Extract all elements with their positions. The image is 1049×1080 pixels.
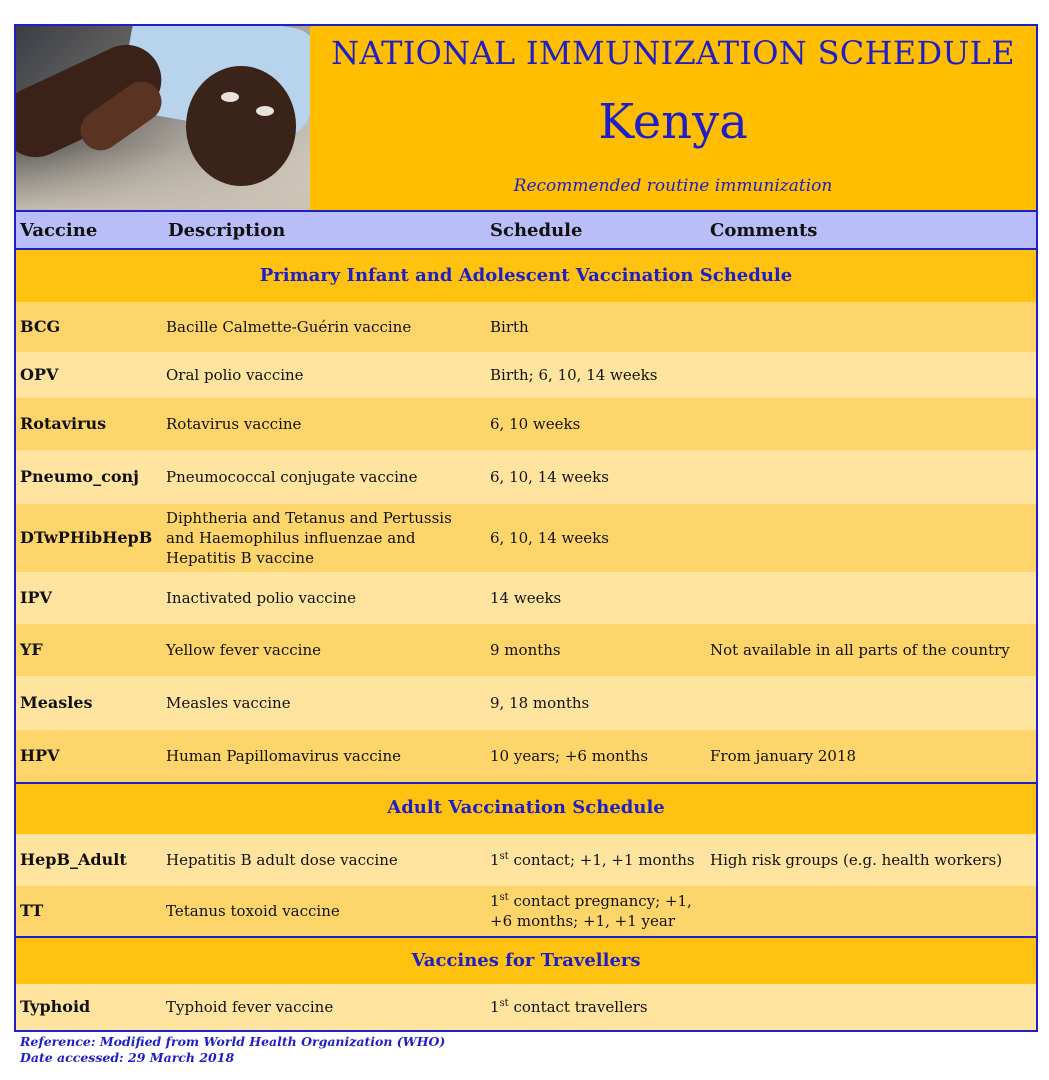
description-cell: Measles vaccine bbox=[166, 694, 291, 712]
column-header-comments: Comments bbox=[710, 220, 818, 241]
schedule-cell: 1st contact; +1, +1 months bbox=[490, 851, 695, 869]
reference-note bbox=[20, 1034, 445, 1066]
column-header-schedule: Schedule bbox=[490, 220, 583, 241]
description-cell: Hepatitis B adult dose vaccine bbox=[166, 851, 398, 869]
schedule-sheet bbox=[14, 24, 1038, 1032]
table-row bbox=[16, 676, 1036, 730]
table-row bbox=[16, 398, 1036, 450]
table-row bbox=[16, 572, 1036, 624]
schedule-cell: 9 months bbox=[490, 641, 561, 659]
description-cell: Human Papillomavirus vaccine bbox=[166, 747, 402, 765]
column-header-row bbox=[16, 210, 1036, 250]
table-row bbox=[16, 352, 1036, 398]
title-block bbox=[310, 26, 1036, 210]
table-row bbox=[16, 834, 1036, 886]
description-cell: Pneumococcal conjugate vaccine bbox=[166, 468, 418, 486]
vaccine-cell: IPV bbox=[20, 588, 52, 607]
vaccine-cell: HPV bbox=[20, 746, 60, 765]
comments-cell: Not available in all parts of the country bbox=[710, 641, 1010, 659]
vaccine-cell: Rotavirus bbox=[20, 414, 107, 433]
schedule-cell: 9, 18 months bbox=[490, 694, 590, 712]
column-header-vaccine: Vaccine bbox=[20, 220, 98, 241]
schedule-cell: 14 weeks bbox=[490, 589, 562, 607]
schedule-cell: 6, 10, 14 weeks bbox=[490, 468, 609, 486]
vaccine-cell: OPV bbox=[20, 365, 59, 384]
comments-cell: High risk groups (e.g. health workers) bbox=[710, 851, 1003, 869]
child-vaccination-photo bbox=[16, 26, 310, 210]
description-cell: Inactivated polio vaccine bbox=[166, 589, 357, 607]
schedule-cell: 6, 10 weeks bbox=[490, 415, 581, 433]
table-row bbox=[16, 730, 1036, 782]
vaccine-cell: DTwPHibHepB bbox=[20, 528, 153, 547]
table-row bbox=[16, 984, 1036, 1030]
date-accessed: Date accessed: 29 March 2018 bbox=[20, 1050, 235, 1065]
section-travellers: Vaccines for Travellers bbox=[16, 938, 1036, 984]
comments-cell: From january 2018 bbox=[710, 747, 857, 765]
table-row bbox=[16, 302, 1036, 352]
schedule-cell: Birth; 6, 10, 14 weeks bbox=[490, 366, 658, 384]
table-row bbox=[16, 624, 1036, 676]
description-cell: Typhoid fever vaccine bbox=[166, 998, 334, 1016]
section-adult: Adult Vaccination Schedule bbox=[16, 782, 1036, 834]
schedule-cell: Birth bbox=[490, 318, 529, 336]
page-title: NATIONAL IMMUNIZATION SCHEDULE bbox=[331, 34, 1015, 72]
vaccine-cell: TT bbox=[20, 901, 44, 920]
reference-text: Reference: Modified from World Health Organization (WHO) bbox=[20, 1034, 446, 1049]
vaccine-cell: BCG bbox=[20, 317, 61, 336]
vaccine-cell: YF bbox=[20, 640, 43, 659]
description-cell: Rotavirus vaccine bbox=[166, 415, 302, 433]
section-primary: Primary Infant and Adolescent Vaccination Schedule bbox=[16, 250, 1036, 302]
table-row bbox=[16, 886, 1036, 936]
header bbox=[16, 26, 1036, 210]
schedule-cell: 1st contact travellers bbox=[490, 998, 648, 1016]
vaccine-cell: Pneumo_conj bbox=[20, 467, 139, 486]
schedule-cell: 6, 10, 14 weeks bbox=[490, 529, 609, 547]
vaccine-cell: Measles bbox=[20, 693, 93, 712]
schedule-cell: 1st contact pregnancy; +1, +6 months; +1, +1 year bbox=[490, 892, 692, 930]
schedule-cell: 10 years; +6 months bbox=[490, 747, 649, 765]
country-name: Kenya bbox=[598, 94, 748, 150]
description-cell: Tetanus toxoid vaccine bbox=[166, 902, 340, 920]
column-header-description: Description bbox=[168, 220, 286, 241]
description-cell: Bacille Calmette-Guérin vaccine bbox=[166, 318, 412, 336]
vaccine-cell: Typhoid bbox=[20, 997, 91, 1016]
description-cell: Yellow fever vaccine bbox=[166, 641, 321, 659]
description-cell: Oral polio vaccine bbox=[166, 366, 304, 384]
table-row bbox=[16, 450, 1036, 504]
table-row bbox=[16, 504, 1036, 572]
page-subtitle: Recommended routine immunization bbox=[513, 176, 833, 196]
description-cell: Diphtheria and Tetanus and Pertussis and Haemophilus influenzae and Hepatitis B vaccine bbox=[166, 509, 452, 567]
vaccine-cell: HepB_Adult bbox=[20, 850, 127, 869]
